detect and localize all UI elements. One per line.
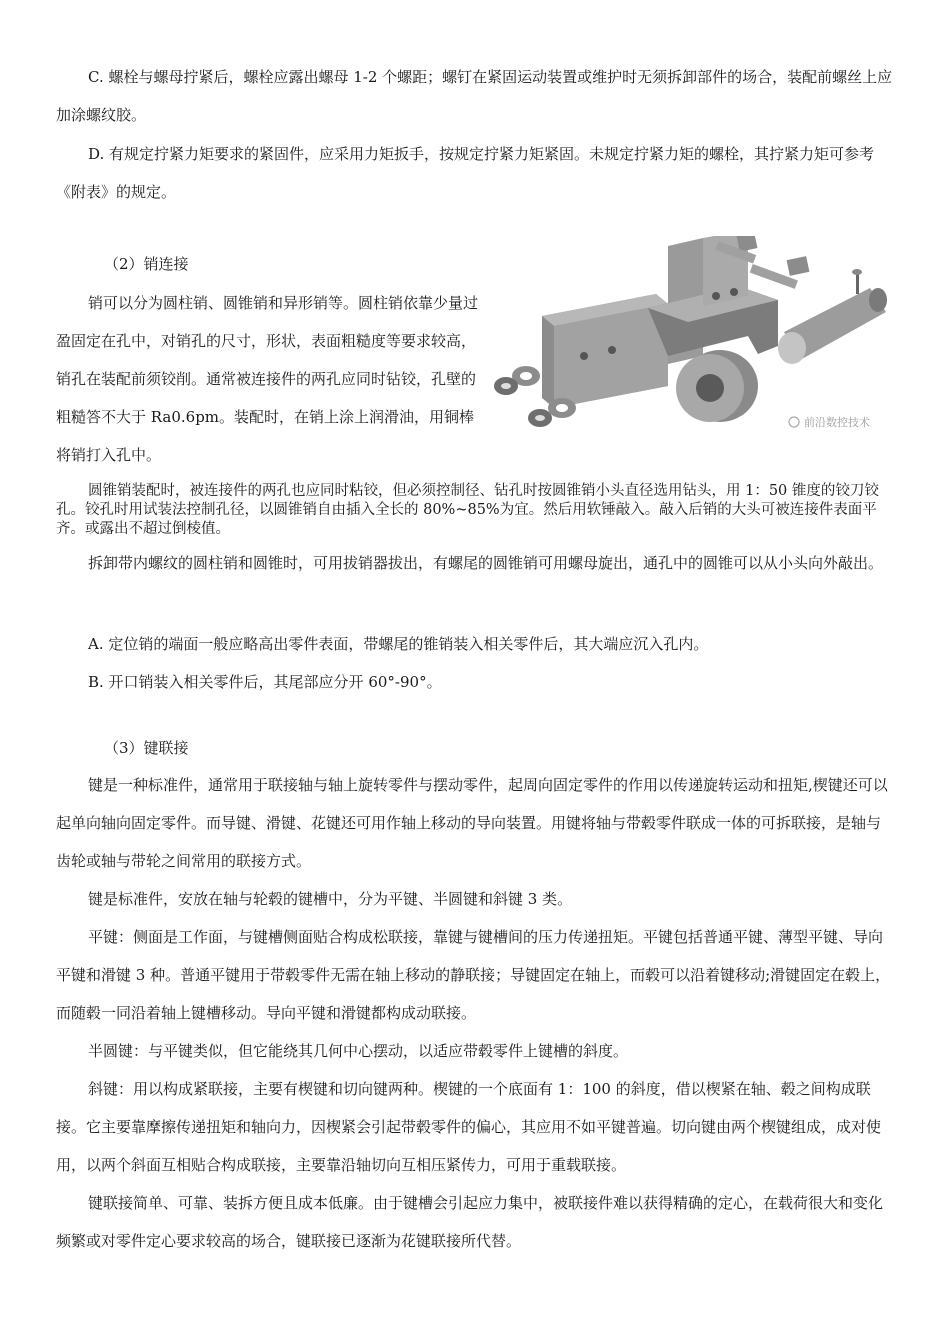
paragraph-key-types: 键是标准件，安放在轴与轮毂的键槽中，分为平键、半圆键和斜键 3 类。 <box>88 890 573 908</box>
exploded-parts-illustration <box>488 236 894 452</box>
section-heading-pin: （2）销连接 <box>104 255 189 273</box>
paragraph-key-summary: 键联接简单、可靠、装拆方便且成本低廉。由于键槽会引起应力集中，被联接件难以获得精确的定心，在载荷很大和变化频繁或对零件定心要求较高的场合，键联接已逐渐为花键联接所代替。 <box>56 1194 884 1250</box>
paragraph-pin-removal: 拆卸带内螺纹的圆柱销和圆锥时，可用拔销器拔出，有螺尾的圆锥销可用螺母旋出，通孔中的圆锥可以从小头向外敲出。 <box>88 554 884 572</box>
paragraph-bolt-d: D. 有规定拧紧力矩要求的紧固件，应采用力矩扳手，按规定拧紧力矩紧固。未规定拧紧力矩的螺栓，其拧紧力矩可参考《附表》的规定。 <box>56 145 875 201</box>
pin-assembly-figure <box>488 236 894 452</box>
paragraph-key-intro: 键是一种标准件，通常用于联接轴与轴上旋转零件与摆动零件，起周向固定零件的作用以传递旋转运动和扭矩,楔键还可以起单向轴向固定零件。而导键、滑键、花键还可用作轴上移动的导向装置。用键将轴与带毂零件联成一体的可拆联接，是轴与齿轮或轴与带轮之间常用的联接方式。 <box>56 776 888 870</box>
section-heading-key: （3）键联接 <box>104 739 189 757</box>
paragraph-pin-intro: 销可以分为圆柱销、圆锥销和异形销等。圆柱销依靠少量过盈固定在孔中，对销孔的尺寸，形状，表面粗糙度等要求较高，销孔在装配前须铰削。通常被连接件的两孔应同时钻铰，孔壁的粗糙答不大于 Ra0.6pm。装配时，在销上涂上润滑油，用铜棒将销打入孔中。 <box>56 294 479 464</box>
paragraph-taper-key: 斜键：用以构成紧联接，主要有楔键和切向键两种。楔键的一个底面有 1：100 的斜度，借以楔紧在轴、毂之间构成联接。它主要靠摩擦传递扭矩和轴向力，因楔紧会引起带毂零件的偏心，其应用不如平键普遍。切向键由两个楔键组成，成对使用，以两个斜面互相贴合构成联接，主要靠沿轴切向互相压紧传力，可用于重载联接。 <box>56 1080 882 1174</box>
paragraph-bolt-c: C. 螺栓与螺母拧紧后，螺栓应露出螺母 1-2 个螺距；螺钉在紧固运动装置或维护时无须拆卸部件的场合，装配前螺丝上应加涂螺纹胶。 <box>56 68 893 124</box>
figure-watermark: 前沿数控技术 <box>804 416 870 429</box>
paragraph-taper-pin: 圆锥销装配时，被连接件的两孔也应同时粘铰，但必须控制径、钻孔时按圆锥销小头直径选用钻头，用 1：50 锥度的铰刀铰孔。铰孔时用试装法控制孔径，以圆锥销自由插入全长的 80%~85%为宜。然后用软锤敲入。敲入后销的大头可被连接件表面平齐。或露出不超过倒棱值。 <box>56 483 879 537</box>
paragraph-flat-key: 平键：侧面是工作面，与键槽侧面贴合构成松联接，靠键与键槽间的压力传递扭矩。平键包括普通平键、薄型平键、导向平键和滑键 3 种。普通平键用于带毂零件无需在轴上移动的静联接；导键固定在轴上，而毂可以沿着键移动;滑键固定在毂上，而随毂一同沿着轴上键槽移动。导向平键和滑键都构成动联接。 <box>56 928 891 1022</box>
paragraph-pin-b: B. 开口销装入相关零件后，其尾部应分开 60°-90°。 <box>88 673 442 691</box>
paragraph-pin-a: A. 定位销的端面一般应略高出零件表面，带螺尾的锥销装入相关零件后，其大端应沉入孔内。 <box>88 635 709 653</box>
wechat-swirl-icon <box>789 417 799 427</box>
paragraph-woodruff-key: 半圆键：与平键类似，但它能绕其几何中心摆动，以适应带毂零件上键槽的斜度。 <box>88 1042 629 1060</box>
